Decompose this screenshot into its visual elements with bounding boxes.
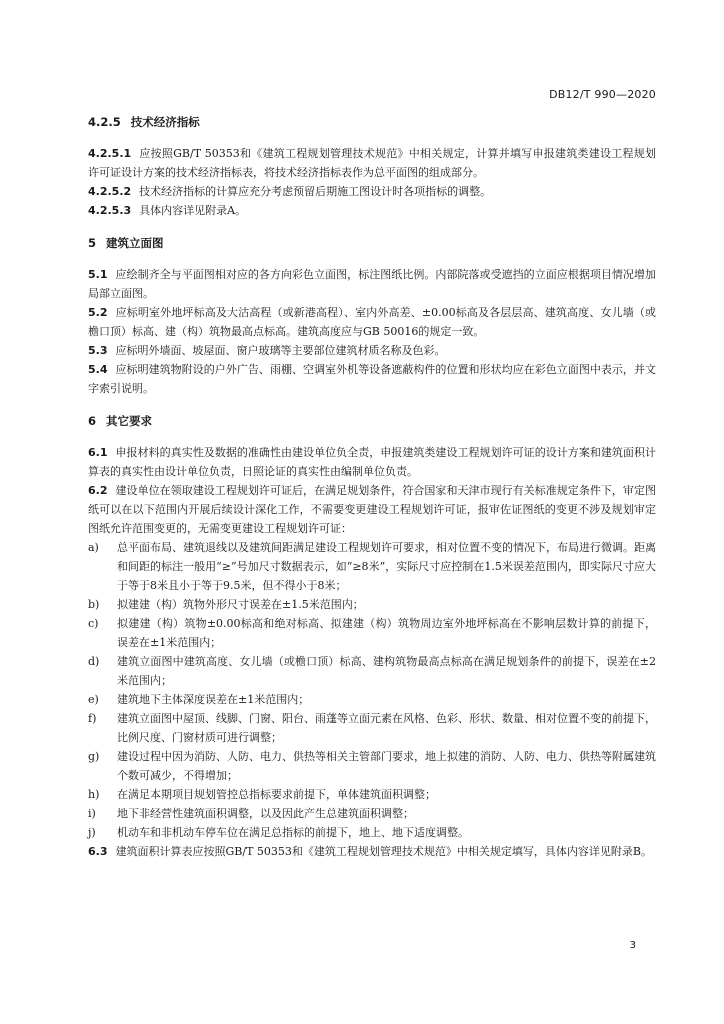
clause-6-1 — [88, 443, 656, 481]
page-content — [88, 113, 656, 861]
clause-number: 4.2.5.2 — [88, 185, 132, 198]
page-number: 3 — [629, 940, 636, 951]
list-text: 建筑立面图中建筑高度、女儿墙（或檐口顶）标高、建构筑物最高点标高在满足规划条件的前提下，误差在±2米范围内； — [117, 655, 656, 687]
clause-6-3 — [88, 842, 656, 861]
list-marker: e) — [88, 693, 99, 706]
list-text: 机动车和非机动车停车位在满足总指标的前提下，地上、地下适度调整。 — [117, 826, 469, 839]
clause-text: 应标明建筑物附设的户外广告、雨棚、空调室外机等设备遮蔽构件的位置和形状均应在彩色立面图中表示，并文字索引说明。 — [88, 363, 656, 395]
clause-5-2 — [88, 303, 656, 341]
clause-6-2 — [88, 481, 656, 538]
section-6-heading — [88, 412, 656, 431]
clause-number: 6.2 — [88, 484, 108, 497]
clause-text: 应绘制齐全与平面图相对应的各方向彩色立面图，标注图纸比例。内部院落或受遮挡的立面应根据项目情况增加局部立面图。 — [88, 268, 656, 300]
list-marker: d) — [88, 655, 100, 668]
list-text: 建筑立面图中屋顶、线脚、门窗、阳台、雨蓬等立面元素在风格、色彩、形状、数量、相对位置不变的前提下，比例尺度、门窗材质可进行调整； — [117, 712, 656, 744]
clause-number: 6.1 — [88, 446, 108, 459]
list-text: 地下非经营性建筑面积调整，以及因此产生总建筑面积调整； — [117, 807, 414, 820]
list-item — [88, 785, 656, 804]
clause-5-3 — [88, 341, 656, 360]
list-marker: b) — [88, 598, 100, 611]
list-item — [88, 690, 656, 709]
clause-4-2-5-2 — [88, 182, 656, 201]
list-item — [88, 747, 656, 785]
list-marker: i) — [88, 807, 96, 820]
list-text: 拟建建（构）筑物外形尺寸误差在±1.5米范围内； — [117, 598, 364, 611]
list-text: 总平面布局、建筑退线以及建筑间距满足建设工程规划许可要求，相对位置不变的情况下，布局进行微调。距离和间距的标注一般用“≥”号加尺寸数据表示，如“≥8米”，实际尺寸应控制在1.5米误差范围内，即实际尺寸应大于等于8米且小于等于9.5米，但不得小于8米； — [117, 541, 656, 592]
section-5-heading — [88, 234, 656, 253]
list-text: 建设过程中因为消防、人防、电力、供热等相关主管部门要求，地上拟建的消防、人防、电力、供热等附属建筑个数可减少，不得增加； — [117, 750, 656, 782]
clause-number: 5.1 — [88, 268, 108, 281]
list-item — [88, 595, 656, 614]
section-number: 5 — [88, 236, 97, 250]
clause-4-2-5-1 — [88, 144, 656, 182]
list-text: 在满足本期项目规划管控总指标要求前提下，单体建筑面积调整； — [117, 788, 436, 801]
clause-5-4 — [88, 360, 656, 398]
section-title: 建筑立面图 — [106, 236, 164, 250]
list-marker: g) — [88, 750, 100, 763]
list-item — [88, 823, 656, 842]
document-code: DB12/T 990—2020 — [549, 88, 656, 101]
list-text: 拟建建（构）筑物±0.00标高和绝对标高、拟建建（构）筑物周边室外地坪标高在不影响层数计算的前提下，误差在±1米范围内； — [117, 617, 656, 649]
clause-5-1 — [88, 265, 656, 303]
clause-text: 应标明外墙面、坡屋面、窗户玻璃等主要部位建筑材质名称及色彩。 — [115, 344, 446, 357]
clause-text: 应标明室外地坪标高及大沽高程（或新港高程）、室内外高差、±0.00标高及各层层高、建筑高度、女儿墙（或檐口顶）标高、建（构）筑物最高点标高。建筑高度应与GB 50016的规定一致。 — [88, 306, 656, 338]
section-title: 其它要求 — [106, 414, 153, 428]
list-marker: f) — [88, 712, 97, 725]
clause-text: 建筑面积计算表应按照GB/T 50353和《建筑工程规划管理技术规范》中相关规定填写，具体内容详见附录B。 — [115, 845, 652, 858]
clause-number: 4.2.5.1 — [88, 147, 132, 160]
clause-text: 技术经济指标的计算应充分考虑预留后期施工图设计时各项指标的调整。 — [139, 185, 492, 198]
section-4-2-5-heading — [88, 113, 656, 132]
clause-number: 5.2 — [88, 306, 108, 319]
list-item — [88, 652, 656, 690]
clause-number: 5.4 — [88, 363, 108, 376]
list-marker: a) — [88, 541, 99, 554]
clause-number: 6.3 — [88, 845, 108, 858]
list-marker: c) — [88, 617, 99, 630]
list-item — [88, 709, 656, 747]
clause-number: 5.3 — [88, 344, 108, 357]
clause-text: 应按照GB/T 50353和《建筑工程规划管理技术规范》中相关规定，计算并填写申报建筑类建设工程规划许可证设计方案的技术经济指标表，将技术经济指标表作为总平面图的组成部分。 — [88, 147, 656, 179]
list-item — [88, 538, 656, 595]
list-marker: j) — [88, 826, 96, 839]
list-text: 建筑地下主体深度误差在±1米范围内； — [117, 693, 310, 706]
list-item — [88, 614, 656, 652]
list-item — [88, 804, 656, 823]
section-number: 6 — [88, 414, 97, 428]
section-number: 4.2.5 — [88, 115, 121, 129]
clause-number: 4.2.5.3 — [88, 204, 132, 217]
section-title: 技术经济指标 — [130, 115, 200, 129]
clause-6-2-list — [88, 538, 656, 842]
clause-4-2-5-3 — [88, 201, 656, 220]
clause-text: 具体内容详见附录A。 — [139, 204, 247, 217]
clause-text: 建设单位在领取建设工程规划许可证后，在满足规划条件，符合国家和天津市现行有关标准规定条件下，审定图纸可以在以下范围内开展后续设计深化工作，不需要变更建设工程规划许可证，报审佐证图纸的变更不涉及规划审定图纸允许范围变更的，无需变更建设工程规划许可证： — [88, 484, 656, 535]
clause-text: 申报材料的真实性及数据的准确性由建设单位负全责，申报建筑类建设工程规划许可证的设计方案和建筑面积计算表的真实性由设计单位负责，日照论证的真实性由编制单位负责。 — [88, 446, 656, 478]
list-marker: h) — [88, 788, 100, 801]
